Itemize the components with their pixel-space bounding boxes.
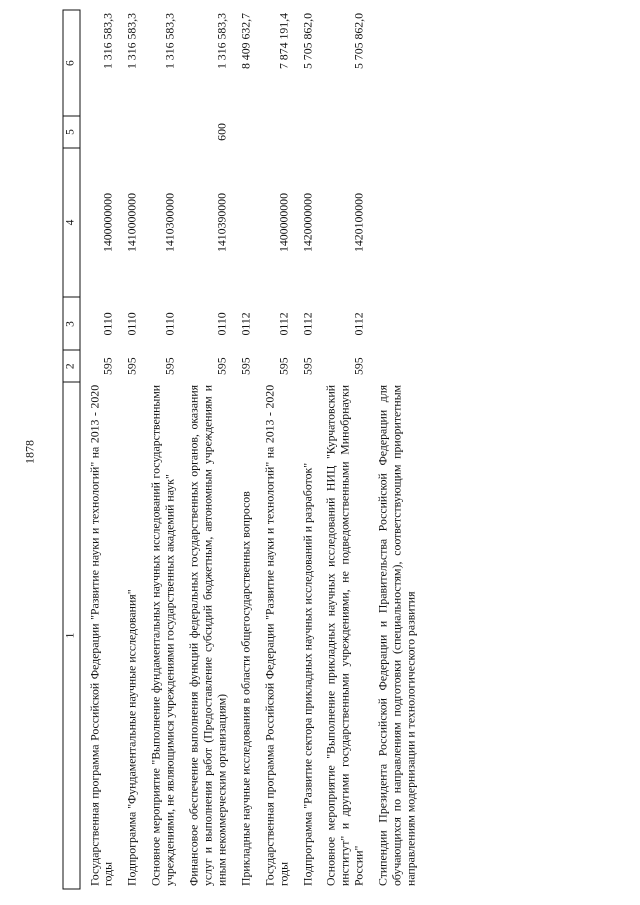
row-ministry-code: 595 <box>100 357 115 376</box>
header-col-5: 5 <box>63 116 80 147</box>
budget-table <box>63 10 421 890</box>
row-expense-type <box>293 116 317 147</box>
row-expense-type <box>369 116 421 147</box>
row-amount: 5 705 862,0 <box>351 13 366 70</box>
row-ministry-code: 595 <box>162 357 177 376</box>
header-col-6: 6 <box>63 10 80 116</box>
row-expense-type <box>317 116 369 147</box>
table-row <box>142 10 180 889</box>
row-amount: 1 316 583,3 <box>162 13 177 70</box>
row-expense-type <box>231 116 255 147</box>
row-name: Стипендии Президента Российской Федерации и Правительства Российской Федерации для обучающихся по направлениям подготовки (специальностям), соответствующим приоритетным направлениям модернизации и технологического развития <box>375 384 418 886</box>
row-name: Государственная программа Российской Федерации "Развитие науки и технологий" на 2013 - 2020 годы <box>262 384 291 886</box>
row-ministry-code: 595 <box>214 357 229 376</box>
row-section-code: 0112 <box>276 312 291 336</box>
table-row <box>180 10 232 889</box>
table-row <box>293 10 317 889</box>
table-row <box>317 10 369 889</box>
header-col-1: 1 <box>63 382 80 889</box>
rotated-page <box>1 0 640 905</box>
row-ministry-code: 595 <box>276 357 291 376</box>
row-section-code: 0112 <box>351 312 366 336</box>
row-name: Государственная программа Российской Федерации "Развитие науки и технологий" на 2013 - 2020 годы <box>87 384 115 886</box>
row-amount: 1 316 583,3 <box>124 13 139 70</box>
table-row <box>118 10 142 889</box>
header-col-3: 3 <box>63 297 80 350</box>
row-amount: 7 874 191,4 <box>276 13 291 70</box>
row-target-article: 1400000000 <box>276 193 291 253</box>
row-section-code: 0112 <box>238 312 253 336</box>
row-amount: 8 409 632,7 <box>238 13 253 70</box>
row-target-article: 1410000000 <box>124 193 139 253</box>
row-target-article <box>369 148 421 298</box>
table-row <box>255 10 293 889</box>
row-name: Прикладные научные исследования в области общегосударственных вопросов <box>238 491 253 886</box>
row-section-code: 0110 <box>100 312 115 336</box>
row-name: Финансовое обеспечение выполнения функций федеральных государственных органов, оказания услуг и выполнения работ (Предоставление субсидий бюджетным, автономным учреждениям и иным некоммерческим организациям) <box>186 384 229 886</box>
page-number: 1878 <box>22 440 37 464</box>
row-target-article: 1420000000 <box>300 193 315 253</box>
row-amount: 5 705 862,0 <box>300 13 315 70</box>
row-expense-type <box>255 116 293 147</box>
row-target-article: 1400000000 <box>100 193 115 253</box>
row-amount: 1 316 583,3 <box>100 13 115 70</box>
table-header-row <box>63 10 80 889</box>
row-target-article: 1420100000 <box>351 193 366 253</box>
row-name: Подпрограмма "Фундаментальные научные исследования" <box>124 589 139 886</box>
row-expense-type <box>142 116 180 147</box>
row-section-code: 0110 <box>124 312 139 336</box>
row-target-article: 1410390000 <box>214 193 229 253</box>
row-name: Основное мероприятие "Выполнение фундаментальных научных исследований государственными учреждениями, не являющимися учреждениями государственных академий наук" <box>148 384 177 886</box>
row-section-code: 0110 <box>214 312 229 336</box>
row-ministry-code: 595 <box>124 357 139 376</box>
row-target-article: 1410300000 <box>162 193 177 253</box>
row-ministry-code: 595 <box>238 357 253 376</box>
row-amount <box>369 10 421 116</box>
table-row <box>231 10 255 889</box>
row-ministry-code: 595 <box>300 357 315 376</box>
row-expense-type <box>118 116 142 147</box>
row-section-code: 0110 <box>162 312 177 336</box>
row-ministry-code: 595 <box>351 357 366 376</box>
header-col-2: 2 <box>63 351 80 382</box>
table-row <box>369 10 421 889</box>
header-col-4: 4 <box>63 148 80 298</box>
row-target-article <box>231 148 255 298</box>
row-expense-type <box>80 116 118 147</box>
row-ministry-code <box>369 351 421 382</box>
row-section-code <box>369 297 421 350</box>
table-row <box>80 10 118 889</box>
row-expense-type: 600 <box>214 123 229 141</box>
row-section-code: 0112 <box>300 312 315 336</box>
row-amount: 1 316 583,3 <box>214 13 229 70</box>
row-name: Основное мероприятие "Выполнение прикладных научных исследований НИЦ "Курчатовский институт" и другими государственными учреждениями, не подведомственными Минобрнауки России" <box>323 384 366 886</box>
row-name: Подпрограмма "Развитие сектора прикладных научных исследований и разработок" <box>300 462 315 886</box>
